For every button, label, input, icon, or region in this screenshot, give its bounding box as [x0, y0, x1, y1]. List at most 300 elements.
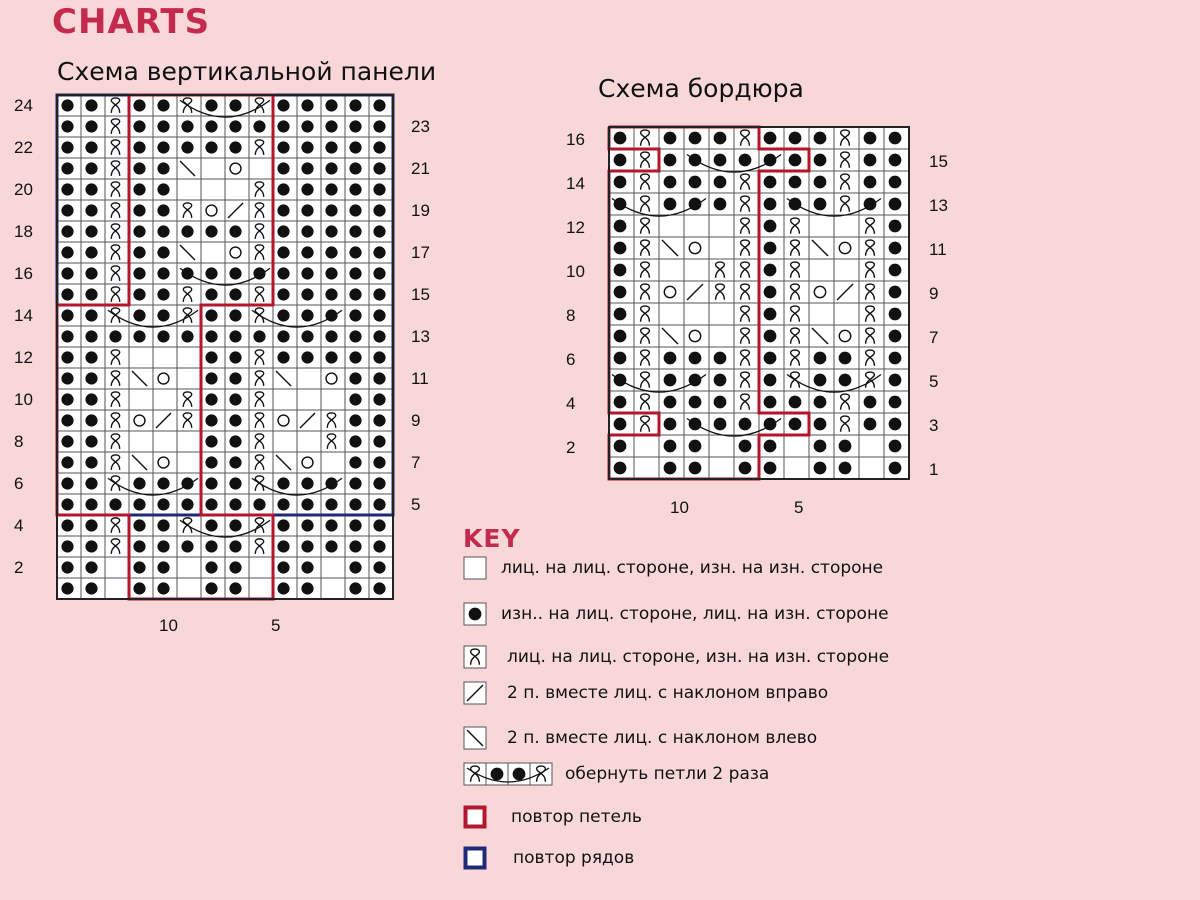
panel-row-label-left: 16 — [14, 264, 33, 283]
border-row-label-left: 8 — [566, 306, 576, 325]
purl-dot-icon — [664, 462, 677, 475]
purl-dot-icon — [814, 132, 827, 145]
purl-dot-icon — [133, 498, 145, 510]
purl-dot-icon — [157, 246, 169, 258]
purl-dot-icon — [764, 132, 777, 145]
purl-dot-icon — [839, 374, 852, 387]
panel-column-label: 10 — [159, 616, 178, 635]
purl-dot-icon — [814, 462, 827, 475]
panel-row-label-left: 2 — [14, 558, 24, 577]
panel-column-label: 5 — [271, 616, 281, 635]
purl-dot-icon — [85, 456, 97, 468]
purl-dot-icon — [85, 561, 97, 573]
purl-dot-icon — [764, 264, 777, 277]
panel-row-label-left: 14 — [14, 306, 33, 325]
purl-dot-icon — [814, 440, 827, 453]
key-item-label: обернуть петли 2 раза — [565, 764, 770, 784]
purl-dot-icon — [181, 498, 193, 510]
purl-dot-icon — [253, 120, 265, 132]
purl-dot-icon — [373, 351, 385, 363]
purl-dot-icon — [614, 440, 627, 453]
key-item-label: лиц. на лиц. стороне, изн. на изн. стороне — [507, 647, 890, 667]
purl-dot-icon — [889, 308, 902, 321]
purl-dot-icon — [61, 351, 73, 363]
stitch-repeat-icon — [463, 805, 487, 829]
purl-dot-icon — [61, 330, 73, 342]
purl-dot-icon — [61, 393, 73, 405]
panel-row-label-right: 17 — [411, 243, 430, 262]
purl-dot-icon — [85, 246, 97, 258]
purl-dot-icon — [133, 183, 145, 195]
purl-dot-icon — [373, 288, 385, 300]
purl-dot-icon — [373, 120, 385, 132]
panel-row-label-left: 20 — [14, 180, 33, 199]
key-item-label: изн.. на лиц. стороне, лиц. на изн. стороне — [501, 604, 889, 624]
purl-dot-icon — [325, 120, 337, 132]
purl-dot-icon — [325, 246, 337, 258]
purl-dot-icon — [229, 309, 241, 321]
purl-dot-icon — [864, 154, 877, 167]
purl-dot-icon — [814, 352, 827, 365]
panel-row-label-left: 18 — [14, 222, 33, 241]
key-item-label: лиц. на лиц. стороне, изн. на изн. стороне — [501, 558, 884, 578]
purl-dot-icon — [205, 120, 217, 132]
border-row-label-right: 1 — [929, 460, 939, 479]
purl-dot-icon — [614, 220, 627, 233]
purl-dot-icon — [85, 267, 97, 279]
purl-dot-icon — [229, 519, 241, 531]
purl-dot-icon — [889, 264, 902, 277]
purl-dot-icon — [373, 204, 385, 216]
purl-dot-icon — [61, 372, 73, 384]
purl-dot-icon — [205, 519, 217, 531]
purl-dot-icon — [85, 141, 97, 153]
purl-dot-icon — [61, 183, 73, 195]
purl-dot-icon — [301, 204, 313, 216]
purl-dot-icon — [373, 477, 385, 489]
purl-dot-icon — [349, 351, 361, 363]
purl-dot-icon — [229, 225, 241, 237]
panel-row-label-left: 24 — [14, 96, 33, 115]
purl-dot-icon — [789, 176, 802, 189]
purl-dot-icon — [133, 561, 145, 573]
purl-dot-icon — [133, 204, 145, 216]
purl-dot-icon — [301, 540, 313, 552]
purl-dot-icon — [85, 162, 97, 174]
purl-dot-icon — [889, 396, 902, 409]
purl-dot-icon — [301, 330, 313, 342]
purl-dot-icon — [61, 204, 73, 216]
purl-dot-icon — [253, 498, 265, 510]
purl-dot-icon — [349, 225, 361, 237]
purl-dot-icon — [277, 519, 289, 531]
purl-dot-icon — [889, 418, 902, 431]
panel-row-label-right: 19 — [411, 201, 430, 220]
purl-dot-icon — [349, 393, 361, 405]
purl-dot-icon — [349, 498, 361, 510]
purl-dot-icon — [109, 330, 121, 342]
purl-dot-icon — [85, 351, 97, 363]
purl-dot-icon — [349, 477, 361, 489]
purl-dot-icon — [614, 242, 627, 255]
purl-dot-icon — [889, 440, 902, 453]
purl-dot-icon — [301, 99, 313, 111]
purl-dot-icon — [133, 225, 145, 237]
purl-dot-icon — [229, 540, 241, 552]
purl-dot-icon — [373, 225, 385, 237]
purl-dot-icon — [349, 309, 361, 321]
purl-dot-icon — [349, 162, 361, 174]
purl-dot-icon — [157, 309, 169, 321]
purl-dot-icon — [864, 176, 877, 189]
purl-dot-icon — [133, 330, 145, 342]
purl-dot-icon — [253, 330, 265, 342]
purl-dot-icon — [205, 351, 217, 363]
panel-row-label-right: 11 — [411, 369, 429, 388]
row-repeat-icon — [463, 846, 487, 870]
purl-dot-icon — [205, 414, 217, 426]
panel-row-label-left: 8 — [14, 432, 24, 451]
purl-dot-icon — [839, 440, 852, 453]
purl-dot-icon — [229, 393, 241, 405]
purl-dot-icon — [349, 372, 361, 384]
purl-dot-icon — [157, 582, 169, 594]
purl-dot-icon — [133, 477, 145, 489]
purl-dot-icon — [205, 582, 217, 594]
purl-dot-icon — [277, 162, 289, 174]
purl-dot-icon — [61, 225, 73, 237]
purl-dot-icon — [614, 352, 627, 365]
purl-dot-icon — [301, 162, 313, 174]
purl-dot-icon — [889, 374, 902, 387]
purl-dot-icon — [664, 352, 677, 365]
purl-dot-icon — [85, 120, 97, 132]
purl-dot-icon — [61, 414, 73, 426]
purl-dot-icon — [889, 198, 902, 211]
purl-dot-icon — [789, 132, 802, 145]
purl-dot-icon — [789, 396, 802, 409]
purl-dot-icon — [349, 582, 361, 594]
border-row-label-right: 5 — [929, 372, 939, 391]
panel-row-label-left: 22 — [14, 138, 33, 157]
purl-dot-icon — [277, 267, 289, 279]
purl-dot-icon — [664, 440, 677, 453]
purl-dot-icon — [373, 519, 385, 531]
purl-dot-icon — [85, 414, 97, 426]
purl-dot-icon — [689, 462, 702, 475]
purl-dot-icon — [325, 162, 337, 174]
purl-dot-icon — [614, 418, 627, 431]
border-column-label: 10 — [670, 498, 689, 517]
purl-dot-icon — [85, 435, 97, 447]
purl-dot-icon — [229, 267, 241, 279]
key-item-label: повтор рядов — [513, 848, 635, 868]
purl-dot-icon — [814, 154, 827, 167]
purl-dot-icon — [61, 162, 73, 174]
purl-dot-icon — [133, 162, 145, 174]
panel-row-label-left: 10 — [14, 390, 33, 409]
purl-dot-icon — [814, 418, 827, 431]
purl-dot-icon — [181, 141, 193, 153]
purl-dot-icon — [157, 519, 169, 531]
purl-dot-icon — [277, 309, 289, 321]
purl-dot-icon — [325, 183, 337, 195]
purl-dot-icon — [157, 540, 169, 552]
key-item-label: 2 п. вместе лиц. с наклоном вправо — [507, 683, 829, 703]
purl-dot-icon — [85, 477, 97, 489]
purl-dot-icon — [764, 352, 777, 365]
purl-dot-icon — [739, 418, 752, 431]
purl-dot-icon — [714, 176, 727, 189]
purl-dot-icon — [714, 352, 727, 365]
purl-dot-icon — [764, 176, 777, 189]
purl-dot-icon — [157, 99, 169, 111]
purl-dot-icon — [325, 225, 337, 237]
purl-dot-icon — [664, 132, 677, 145]
border-row-label-right: 15 — [929, 152, 948, 171]
slash-right-icon — [463, 681, 487, 705]
panel-row-label-left: 6 — [14, 474, 24, 493]
purl-dot-icon — [205, 561, 217, 573]
purl-dot-icon — [889, 462, 902, 475]
purl-dot-icon — [889, 154, 902, 167]
purl-dot-icon — [277, 120, 289, 132]
purl-dot-icon — [764, 242, 777, 255]
purl-dot-icon — [764, 330, 777, 343]
border-row-label-right: 11 — [929, 240, 947, 259]
purl-dot-icon — [373, 183, 385, 195]
key-item-label: 2 п. вместе лиц. с наклоном влево — [507, 728, 818, 748]
purl-dot-icon — [491, 768, 504, 781]
purl-dot-icon — [349, 519, 361, 531]
purl-dot-icon — [85, 330, 97, 342]
twisted-stitch-icon — [463, 645, 487, 669]
purl-dot-icon — [85, 204, 97, 216]
purl-dot-icon — [61, 141, 73, 153]
purl-dot-icon — [229, 435, 241, 447]
purl-dot-icon — [229, 288, 241, 300]
purl-dot-icon — [229, 582, 241, 594]
border-row-label-left: 14 — [566, 174, 585, 193]
purl-dot-icon — [689, 352, 702, 365]
purl-dot-icon — [229, 477, 241, 489]
purl-dot-icon — [814, 176, 827, 189]
panel-row-label-right: 21 — [411, 159, 430, 178]
purl-dot-icon — [614, 396, 627, 409]
purl-dot-icon — [229, 99, 241, 111]
purl-dot-icon — [614, 462, 627, 475]
purl-dot-icon — [325, 519, 337, 531]
purl-dot-icon — [229, 561, 241, 573]
border-chart-grid — [609, 127, 909, 479]
purl-dot-icon — [181, 330, 193, 342]
purl-dot-icon — [301, 582, 313, 594]
border-row-label-left: 16 — [566, 130, 585, 149]
purl-dot-icon — [764, 374, 777, 387]
purl-dot-icon — [689, 396, 702, 409]
purl-dot-icon — [689, 440, 702, 453]
purl-dot-icon — [301, 309, 313, 321]
purl-dot-icon — [133, 582, 145, 594]
purl-dot-icon — [373, 456, 385, 468]
purl-dot-icon — [133, 288, 145, 300]
purl-dot-icon — [664, 396, 677, 409]
purl-dot-icon — [85, 372, 97, 384]
purl-dot-icon — [229, 141, 241, 153]
purl-dot-icon — [789, 154, 802, 167]
purl-dot-icon — [373, 330, 385, 342]
purl-dot-icon — [614, 330, 627, 343]
panel-row-label-left: 4 — [14, 516, 24, 535]
purl-dot-icon — [85, 582, 97, 594]
empty-square-icon — [463, 556, 487, 580]
purl-dot-icon — [277, 330, 289, 342]
border-row-label-left: 4 — [566, 394, 576, 413]
purl-dot-icon — [205, 99, 217, 111]
purl-dot-icon — [133, 267, 145, 279]
purl-dot-icon — [864, 418, 877, 431]
purl-dot-icon — [325, 330, 337, 342]
purl-dot-icon — [61, 519, 73, 531]
purl-dot-icon — [205, 435, 217, 447]
purl-dot-icon — [85, 309, 97, 321]
purl-dot-icon — [325, 204, 337, 216]
border-column-label: 5 — [794, 498, 804, 517]
purl-dot-icon — [61, 540, 73, 552]
border-row-label-left: 12 — [566, 218, 585, 237]
purl-dot-icon — [229, 120, 241, 132]
purl-dot-icon — [373, 414, 385, 426]
purl-dot-icon — [61, 456, 73, 468]
purl-dot-icon — [614, 286, 627, 299]
purl-dot-icon — [614, 264, 627, 277]
purl-dot-icon — [133, 99, 145, 111]
purl-dot-icon — [349, 435, 361, 447]
purl-dot-icon — [764, 462, 777, 475]
purl-dot-icon — [714, 132, 727, 145]
purl-dot-icon — [61, 309, 73, 321]
purl-dot-icon — [205, 456, 217, 468]
purl-dot-icon — [157, 330, 169, 342]
purl-dot-icon — [133, 540, 145, 552]
purl-dot-icon — [349, 120, 361, 132]
purl-dot-icon — [277, 498, 289, 510]
purl-dot-icon — [61, 99, 73, 111]
purl-dot-icon — [349, 267, 361, 279]
purl-dot-icon — [277, 99, 289, 111]
key-item-label: повтор петель — [511, 807, 642, 827]
purl-dot-icon — [764, 220, 777, 233]
purl-dot-icon — [764, 396, 777, 409]
purl-dot-icon — [349, 330, 361, 342]
purl-dot-icon — [277, 225, 289, 237]
purl-dot-icon — [373, 582, 385, 594]
purl-dot-icon — [229, 456, 241, 468]
purl-dot-icon — [61, 477, 73, 489]
purl-dot-icon — [157, 267, 169, 279]
purl-dot-icon — [349, 99, 361, 111]
purl-dot-icon — [205, 498, 217, 510]
purl-dot-icon — [325, 99, 337, 111]
panel-row-label-right: 9 — [411, 411, 421, 430]
purl-dot-icon — [157, 225, 169, 237]
purl-dot-icon — [181, 540, 193, 552]
purl-dot-icon — [349, 246, 361, 258]
panel-row-label-right: 5 — [411, 495, 421, 514]
purl-dot-icon — [301, 183, 313, 195]
purl-dot-icon — [739, 154, 752, 167]
purl-dot-icon — [301, 267, 313, 279]
purl-dot-icon — [325, 141, 337, 153]
purl-dot-icon — [61, 246, 73, 258]
purl-dot-icon — [157, 183, 169, 195]
purl-dot-icon — [469, 608, 482, 621]
purl-dot-icon — [373, 267, 385, 279]
purl-dot-icon — [349, 414, 361, 426]
purl-dot-icon — [205, 540, 217, 552]
purl-dot-icon — [205, 372, 217, 384]
purl-dot-icon — [85, 183, 97, 195]
purl-dot-icon — [229, 498, 241, 510]
purl-dot-icon — [714, 374, 727, 387]
purl-dot-icon — [205, 309, 217, 321]
purl-dot-icon — [181, 120, 193, 132]
border-row-label-left: 6 — [566, 350, 576, 369]
panel-row-label-right: 13 — [411, 327, 430, 346]
border-row-label-right: 3 — [929, 416, 939, 435]
purl-dot-icon — [133, 246, 145, 258]
purl-dot-icon — [61, 267, 73, 279]
purl-dot-icon — [814, 198, 827, 211]
purl-dot-icon — [814, 396, 827, 409]
purl-dot-icon — [889, 286, 902, 299]
purl-dot-icon — [889, 352, 902, 365]
purl-dot-icon — [814, 374, 827, 387]
purl-dot-icon — [325, 498, 337, 510]
purl-dot-icon — [373, 162, 385, 174]
purl-dot-icon — [277, 351, 289, 363]
purl-dot-icon — [349, 141, 361, 153]
purl-dot-icon — [301, 351, 313, 363]
purl-dot-icon — [349, 561, 361, 573]
purl-dot-icon — [229, 414, 241, 426]
purl-dot-icon — [85, 540, 97, 552]
purl-dot-icon — [85, 99, 97, 111]
purl-dot-icon — [205, 393, 217, 405]
purl-dot-icon — [889, 242, 902, 255]
purl-dot-icon — [205, 141, 217, 153]
purl-dot-icon — [61, 582, 73, 594]
purl-dot-icon — [889, 220, 902, 233]
purl-dot-icon — [85, 393, 97, 405]
purl-dot-icon — [714, 396, 727, 409]
purl-dot-icon — [229, 372, 241, 384]
purl-dot-icon — [157, 204, 169, 216]
purl-dot-icon — [301, 141, 313, 153]
purl-dot-icon — [739, 440, 752, 453]
purl-dot-icon — [301, 120, 313, 132]
purl-dot-icon — [764, 308, 777, 321]
purl-dot-icon — [277, 246, 289, 258]
purl-dot-icon — [277, 288, 289, 300]
purl-dot-icon — [664, 418, 677, 431]
purl-dot-icon — [61, 498, 73, 510]
purl-dot-icon — [789, 418, 802, 431]
border-chart-title: Схема бордюра — [598, 74, 804, 103]
purl-dot-icon — [764, 286, 777, 299]
panel-chart-grid — [57, 95, 393, 599]
purl-dot-icon — [181, 225, 193, 237]
